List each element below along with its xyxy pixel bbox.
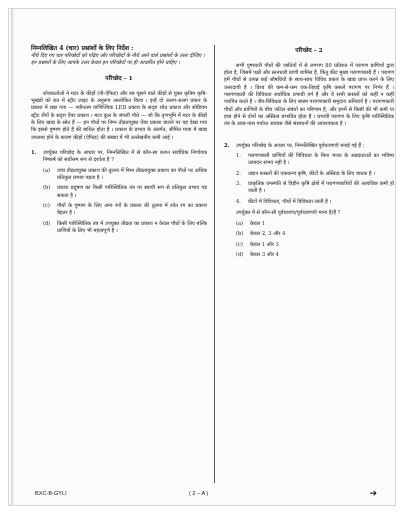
statement-text: परागणकारी प्राणियों की विविधता के बिना भारत के अन्नदाताओं का भविष्य उत्पादन संभव नहीं है ।	[248, 152, 394, 167]
question-2-option-a[interactable]	[236, 221, 394, 229]
statement-text: कीटों में विविधता, पौधों में विविधता लाती है ।	[248, 198, 332, 205]
option-text: किसी पारिस्थितिक तंत्र में उपयुक्त तीव्रता का प्रकाश न केवल पौधों के लिए बल्कि प्राणियों के लिए भी महत्वपूर्ण है ।	[57, 220, 207, 235]
option-text: प्रकाश प्रदूषण का किसी पारिस्थितिक तंत्र पर स्थायी रूप से प्रतिकूल प्रभाव पड़ सकता है ।	[57, 185, 207, 199]
page-number: ( 2 – A )	[189, 491, 209, 497]
booklet-code: BXC-B-GYLI	[35, 491, 67, 497]
instructions-title: निम्नलिखित 4 (चार) प्रश्नांशों के लिए निर्देश :	[31, 45, 134, 52]
right-column	[224, 45, 394, 260]
question-2-option-d[interactable]	[236, 252, 394, 260]
option-text: केवल 1	[250, 220, 266, 227]
question-1-number: 1.	[31, 150, 37, 156]
option-key: (a)	[43, 167, 51, 174]
statement-number: 2.	[236, 170, 241, 177]
option-key: (a)	[236, 220, 244, 227]
option-text: पौधों के पुष्पण के लिए अन्य रंगों के प्रकाश की तुलना में श्वेत रंग का प्रकाश बेहतर है ।	[57, 203, 207, 217]
statement-2	[236, 171, 394, 179]
statement-1	[236, 153, 394, 168]
question-2-number: 2.	[224, 142, 230, 149]
option-key: (c)	[236, 241, 243, 248]
question-1-option-b[interactable]	[43, 185, 207, 200]
statement-text: उद्यान फ़सलों की एकधान्य कृषि, कीटों के अस्तित्व के लिए बाधक है ।	[248, 170, 376, 177]
option-text: केवल 2, 3 और 4	[250, 231, 286, 238]
turn-page-arrow-icon: ➔	[369, 488, 377, 498]
instructions-text: नीचे दिए गए चार परिच्छेदों को पढ़िए और परिच्छेदों के नीचे आने वाले प्रश्नांशों के उत्तर दीजिए । इन प्रश्नांशों के लिए आपके उत्तर केवल इन परिच्छेदों पर ही आधारित होने चाहिए ।	[31, 52, 205, 66]
question-2-option-c[interactable]	[236, 242, 394, 250]
option-key: (c)	[43, 203, 50, 210]
option-key: (b)	[43, 185, 51, 192]
option-key: (d)	[236, 252, 244, 259]
question-1-option-d[interactable]	[43, 221, 207, 236]
option-key: (d)	[43, 220, 51, 227]
option-text: केवल 3 और 4	[250, 252, 279, 259]
statement-number: 4.	[236, 198, 241, 205]
statement-3	[236, 181, 394, 196]
statement-number: 1.	[236, 152, 241, 159]
statement-4	[236, 199, 394, 207]
option-text: केवल 1 और 3	[250, 241, 279, 248]
exam-page	[8, 8, 396, 506]
statement-text: प्राकृतिक वनस्पति से विहीन कृषि क्षेत्रों में परागणकारियों की अत्यधिक कमी हो जाती है ।	[248, 181, 394, 195]
question-2-option-b[interactable]	[236, 231, 394, 239]
question-1-stem: उपर्युक्त परिच्छेद के आधार पर, निम्नलिखित में से कौन-सा कथन सर्वाधिक निर्णायक निष्कर्ष को सर्वोत्तम रूप से दर्शाता है ?	[43, 150, 207, 164]
passage-1-text: शोधकर्ताओं ने मटर के कीड़ों (पी-ऐफिड) और रस चूसने वाले कीड़ों से युक्त कृत्रिम कृषि-भूखंडों को रात में स्ट्रीट लाइट के अनुरूप आलोकित किया । इन्हें दो अलग-अलग प्रकार के प्रकाश में रखा गया — नवीनतम वाणिज्यिक LED प्रकाश के सदृश श्वेत प्रकाश और सोडियम स्ट्रीट लैंपों के सदृश ऐंबर प्रकाश । मटर कुल के जंगली पौधे — जो कि तृणभूमि में मटर के कीड़ों के लिए खाद्य के स्रोत हैं — इन पौधों पर निम्न तीव्रतायुक्त ऐंबर प्रकाश डालने पर यह देखा गया कि इससे पुष्पण होते हैं की बाधित होता है । प्रकाश के प्रभाव के अंतर्गत, सीमित मात्रा में खाद्य उपलब्ध होने के कारण कीड़ों (ऐफिड) की संख्या में भी उल्लेखनीय कमी आई ।	[31, 90, 207, 141]
question-1-option-a[interactable]	[43, 168, 207, 183]
passage-2-text: सभी पुष्पधारी पौधों की जातियों में से लगभग 80 प्रतिशत में परागण प्राणियों द्वारा होता है, जिसमें पक्षी और स्तनधारी प्राणी शामिल हैं, किंतु कीट मुख्य परागणकारी हैं । परागण हमें पौधों से उत्पन्न कई औषधियों के साथ-साथ विविध प्रकार के खाद्य प्राप्त करने के लिए उत्तरदायी है । विश्व की कम-से-कम एक-तिहाई कृषि फ़सलें परागण पर निर्भर हैं । परागणकारी की विविधता सर्वाधिक प्रभावी वर्ग है और वे सभी फ़सलों को कहीं न कहीं परागित करते हैं । जैव-विविधता के लिए स्वस्थ परागणकारी समुदाय अनिवार्य है । परागणकारी पौधों और प्राणियों के बीच जटिल संबंधों का परिणाम है, और इनमें से किसी की भी कमी या हास होने से दोनों का अस्तित्व प्रभावित होता है । प्रभावी परागण के लिए कृषि पारिस्थितिक तंत्र के आस-पास पर्याप्त आवास जैसे संसाधनों की आवश्यकता है ।	[224, 62, 394, 128]
question-2-prompt: उपर्युक्त में से कौन-सी पूर्वधारणा/पूर्वधारणाएँ मान्य है/हैं ?	[236, 210, 341, 217]
passage-1-title: परिच्छेद – 1	[105, 76, 133, 83]
question-2-stem: उपर्युक्त परिच्छेद के आधार पर, निम्नलिखित पूर्वधारणाएँ बनाई गई हैं :	[236, 142, 365, 149]
question-1	[31, 150, 207, 235]
column-divider	[214, 45, 215, 483]
question-2	[224, 143, 394, 260]
statement-number: 3.	[236, 181, 241, 188]
passage-2-title: परिच्छेद – 2	[295, 48, 323, 54]
question-1-option-c[interactable]	[43, 203, 207, 218]
option-key: (b)	[236, 231, 244, 238]
left-column	[31, 45, 207, 235]
option-text: उच्च तीव्रतायुक्त प्रकाश की तुलना में निम्न तीव्रतायुक्त प्रकाश का पौधों पर अधिक प्रतिकूल प्रभाव पड़ता है ।	[57, 167, 207, 182]
